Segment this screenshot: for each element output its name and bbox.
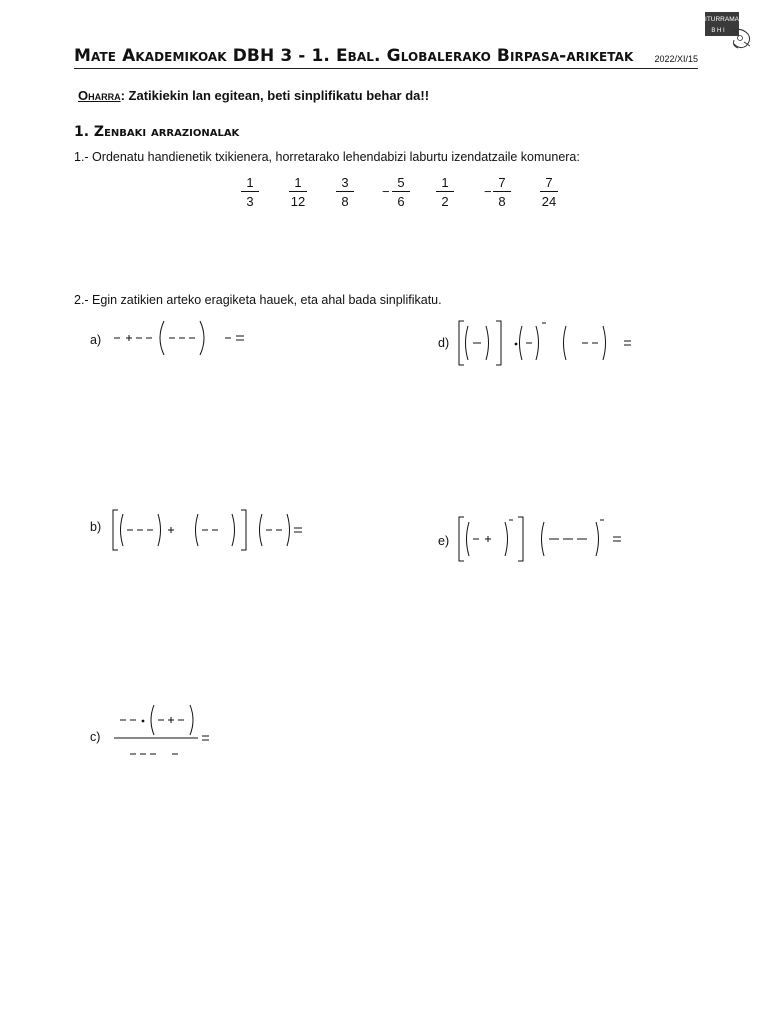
section-title: 1. Zenbaki arrazionalak [74,124,240,140]
note-label: Oharra [78,88,121,103]
exercise-d-expression [456,318,636,368]
exercise-e-label: e) [438,534,450,548]
fraction: 1 3 [237,175,263,209]
note-text: : Zatikiekin lan egitean, beti sinplifikatu behar da!! [120,88,430,103]
document-date: 2022/XI/15 [654,54,698,64]
question-1-text: 1.- Ordenatu handienetik txikienera, horretarako lehendabizi laburtu izendatzaile komunera: [74,150,580,164]
note [78,88,429,103]
exercise-e-expression [456,514,636,564]
document-title: Mate Akademikoak DBH 3 - 1. Ebal. Globalerako Birpasa-ariketak [74,46,634,66]
fraction-sign: − [382,184,390,199]
fraction-list [230,175,570,215]
fraction: 5 6 [388,175,414,209]
fraction: 1 12 [290,175,306,209]
school-logo [704,10,754,50]
exercise-b-expression [110,508,310,552]
fraction: 3 8 [332,175,358,209]
exercise-d-label: d) [438,336,450,350]
document-header [74,46,698,69]
exercise-b-label: b) [90,520,102,534]
exercise-a-label: a) [90,333,102,347]
question-2-text: 2.- Egin zatikien arteko eragiketa hauek, eta ahal bada sinplifikatu. [74,293,442,307]
exercise-c-expression [110,702,230,762]
exercise-a-expression [112,318,252,358]
exercise-c-label: c) [90,730,101,744]
fraction: 1 2 [432,175,458,209]
fraction: 7 8 [489,175,515,209]
fraction-sign: − [484,184,492,199]
logo-text-top: ITURRAMA [705,16,739,23]
fraction: 7 24 [541,175,557,209]
logo-text-bottom: B H I [711,28,725,34]
